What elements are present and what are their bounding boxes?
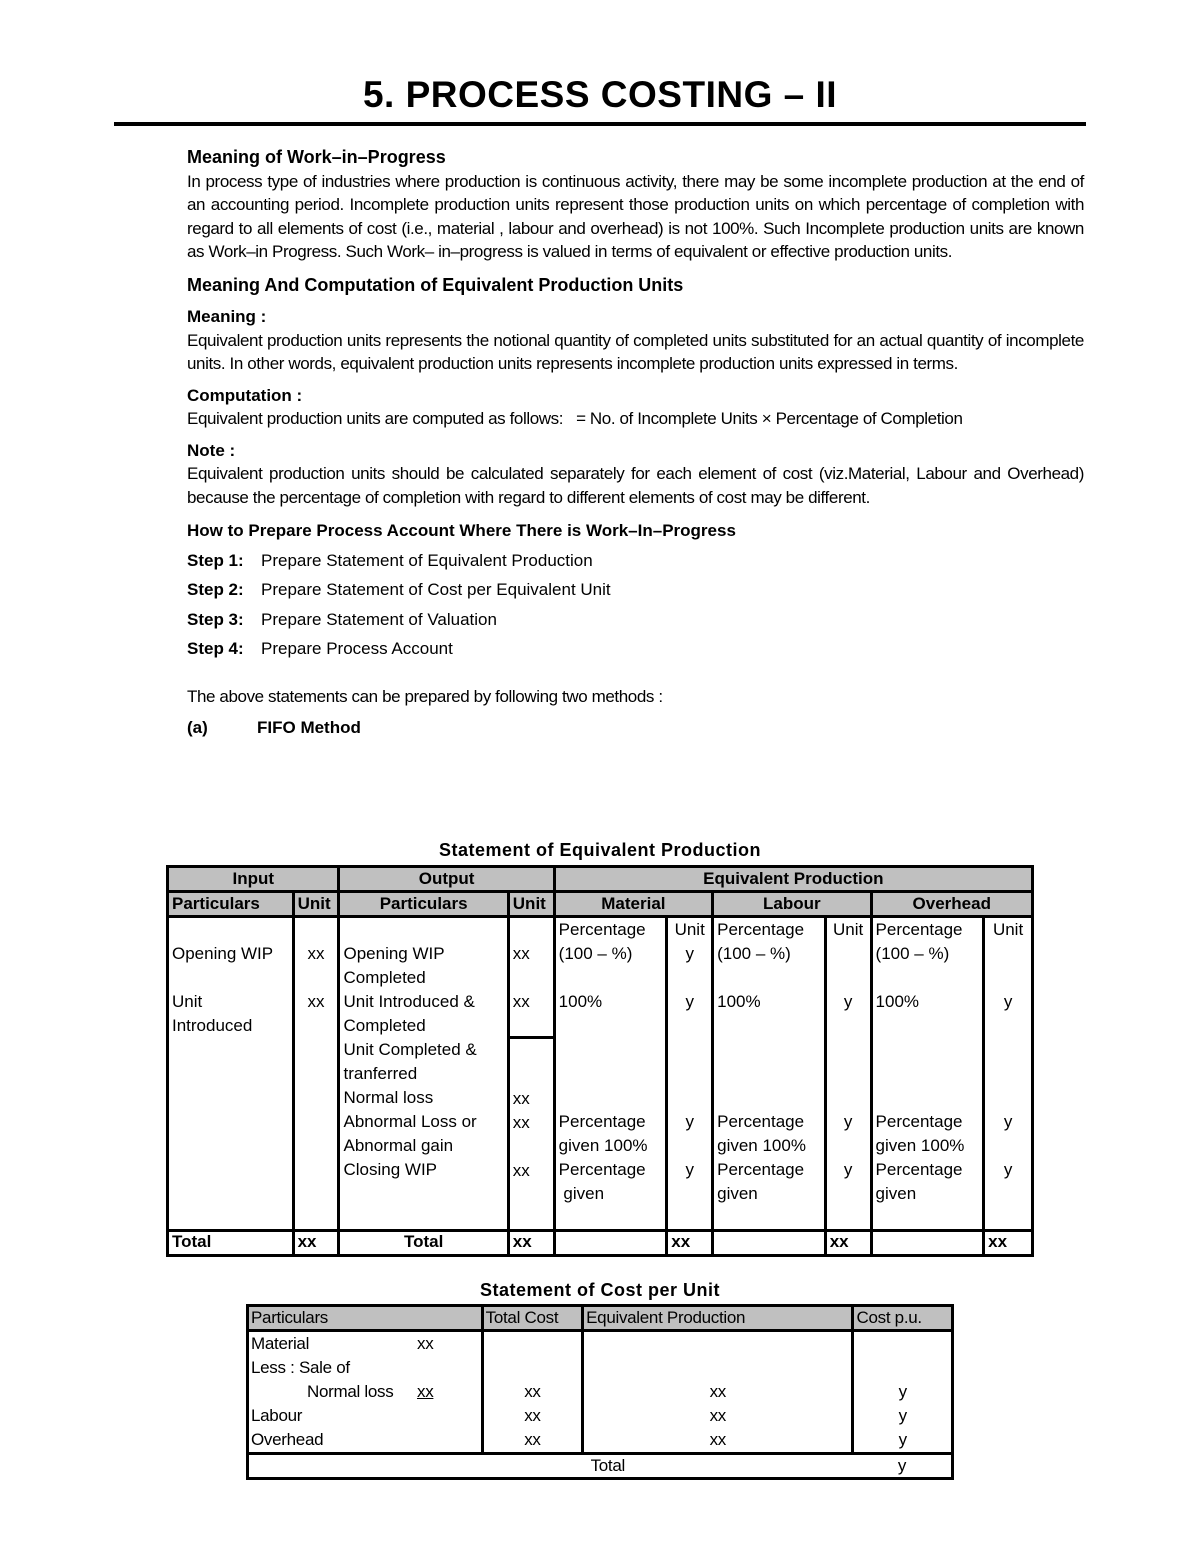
- header-material: Material: [554, 892, 712, 917]
- header-equivalent-production: Equivalent Production: [554, 867, 1032, 892]
- input-unit-introduced: Unit: [172, 992, 203, 1011]
- labour-introduced-unit: y: [843, 992, 853, 1011]
- material-gross-value: xx: [417, 1334, 434, 1353]
- total-input-unit: xx: [293, 1231, 339, 1256]
- labour-unit-label: Unit: [833, 920, 864, 939]
- labour-abnormal-line2: given 100%: [717, 1136, 806, 1155]
- material-cost-pu: y: [898, 1382, 907, 1401]
- input-particulars-cell: [168, 917, 294, 1231]
- totals-row: [168, 1231, 1033, 1256]
- output-introduced-completed: Unit Introduced &: [343, 992, 475, 1011]
- overhead-abnormal-unit: y: [1003, 1112, 1013, 1131]
- step-label: Step 3:: [187, 609, 244, 629]
- total-overhead-unit: xx: [984, 1231, 1033, 1256]
- output-abnormal-loss: Abnormal Loss or: [343, 1112, 477, 1131]
- overhead-equivalent: xx: [709, 1430, 726, 1449]
- note-paragraph: Equivalent production units should be calculated separately for each element of cost (viz.Material, Labour and Overhead) because the percentage of completion with regard to different elements of cost may be different.: [187, 464, 1084, 507]
- material-introduced: 100%: [558, 992, 603, 1011]
- input-opening-wip: Opening WIP: [172, 944, 274, 963]
- output-completed-transferred: Unit Completed &: [343, 1040, 477, 1059]
- labour-closing-line2: given: [717, 1184, 758, 1203]
- material-label: Material: [251, 1334, 310, 1353]
- method-a-name: FIFO Method: [257, 718, 361, 737]
- meaning-paragraph: Equivalent production units represents the notional quantity of completed units substituted for an actual quantity of incomplete units. In other words, equivalent production units represents incomplete production units expressed in terms.: [187, 330, 1084, 373]
- total-value: y: [853, 1454, 953, 1479]
- input-unit-cell: [293, 917, 339, 1231]
- step-label: Step 4:: [187, 639, 244, 658]
- overhead-total-cost: xx: [524, 1430, 541, 1449]
- output-abnormal-unit: xx: [512, 1113, 530, 1132]
- step-label: Step 2:: [187, 580, 244, 599]
- overhead-closing-line2: given: [875, 1184, 917, 1203]
- total-output-unit: xx: [508, 1231, 554, 1256]
- output-closing-wip: Closing WIP: [343, 1160, 438, 1179]
- step-item: [187, 608, 1084, 632]
- material-total-cost: xx: [524, 1382, 541, 1401]
- material-equivalent: xx: [709, 1382, 726, 1401]
- overhead-label: Overhead: [251, 1430, 324, 1449]
- output-closing-unit: xx: [512, 1161, 530, 1180]
- material-abnormal: Percentage: [558, 1112, 646, 1131]
- output-introduced-unit: xx: [512, 992, 530, 1011]
- header-output-unit: Unit: [508, 892, 554, 917]
- labour-label: Labour: [251, 1406, 303, 1425]
- output-opening-wip-line2: Completed: [343, 968, 426, 987]
- overhead-introduced-unit: y: [1003, 992, 1013, 1011]
- step-label: Step 1:: [187, 550, 244, 570]
- material-unit-cell: [667, 917, 713, 1231]
- methods-intro: The above statements can be prepared by following two methods :: [187, 686, 663, 706]
- material-closing-line2: given: [558, 1184, 605, 1203]
- material-unit-label: Unit: [674, 920, 705, 939]
- table-row: [248, 1331, 953, 1454]
- labour-total-cost: xx: [524, 1406, 541, 1425]
- note-label: Note :: [187, 440, 236, 460]
- body-content: [187, 146, 1084, 740]
- labour-unit-cell: [825, 917, 871, 1231]
- input-opening-unit: xx: [307, 944, 325, 963]
- normal-loss-value: xx: [417, 1382, 434, 1401]
- labour-opening-unit: [830, 942, 867, 966]
- header-cost-pu: Cost p.u.: [853, 1306, 953, 1331]
- input-introduced-unit: xx: [307, 992, 325, 1011]
- header-total-cost: Total Cost: [482, 1306, 582, 1331]
- output-unit-cell: [508, 917, 554, 1231]
- labour-abnormal: Percentage: [717, 1112, 805, 1131]
- header-output: Output: [339, 867, 554, 892]
- overhead-percentage-label: Percentage: [875, 920, 963, 939]
- output-particulars-cell: [339, 917, 508, 1231]
- overhead-unit-cell: [984, 917, 1033, 1231]
- equivalent-production-table: [166, 865, 1034, 1257]
- header-input-unit: Unit: [293, 892, 339, 917]
- labour-equivalent: xx: [709, 1406, 726, 1425]
- overhead-unit-label: Unit: [992, 920, 1024, 939]
- total-row: [248, 1454, 953, 1479]
- labour-cost-pu: y: [898, 1406, 907, 1425]
- eq-table-caption: Statement of Equivalent Production: [438, 840, 762, 860]
- step-item: [187, 549, 1084, 573]
- wip-paragraph: In process type of industries where production is continuous activity, there may be some incomplete production at the end of an accounting period. Incomplete production units represent those production units on which percentage of completion with regard to all elements of cost (i.e., material , labour and overhead) is not 100%. Such Incomplete production units are known as Work–in Progress. Such Work– in–progress is valued in terms of equivalent or effective production units.: [187, 171, 1084, 261]
- material-opening-unit: y: [685, 944, 694, 963]
- header-output-particulars: Particulars: [339, 892, 508, 917]
- step-item: [187, 637, 1084, 661]
- meaning-label: Meaning :: [187, 307, 267, 326]
- less-label: Less : Sale of: [251, 1358, 350, 1377]
- overhead-abnormal: Percentage: [875, 1112, 963, 1131]
- header-input-particulars: Particulars: [168, 892, 294, 917]
- cpu-table-caption: Statement of Cost per Unit: [479, 1280, 720, 1300]
- header-labour: Labour: [713, 892, 871, 917]
- step-text: Prepare Statement of Valuation: [261, 609, 497, 629]
- heading-equivalent-units: Meaning And Computation of Equivalent Production Units: [187, 274, 684, 295]
- output-normal-loss-unit: xx: [512, 1089, 530, 1108]
- labour-closing: Percentage: [717, 1160, 805, 1179]
- header-equivalent-production: Equivalent Production: [583, 1306, 853, 1331]
- output-normal-loss: Normal loss: [343, 1088, 434, 1107]
- page-title: 5. PROCESS COSTING – II: [362, 74, 838, 115]
- output-opening-unit: xx: [512, 944, 530, 963]
- material-opening: (100 – %): [558, 944, 633, 963]
- step-text: Prepare Statement of Equivalent Production: [261, 550, 593, 570]
- step-text: Prepare Process Account: [261, 639, 453, 658]
- table-body-row: [168, 917, 1033, 1231]
- header-overhead: Overhead: [871, 892, 1032, 917]
- material-percentage-cell: [554, 917, 667, 1231]
- cost-pu-cell: [853, 1331, 953, 1454]
- total-cost-cell: [482, 1331, 582, 1454]
- method-a: [187, 716, 1084, 740]
- total-input-label: Total: [168, 1231, 294, 1256]
- total-label: Total: [248, 1454, 853, 1479]
- material-closing-unit: y: [685, 1160, 694, 1179]
- overhead-opening-unit: [988, 942, 1028, 966]
- overhead-abnormal-line2: given 100%: [875, 1136, 965, 1155]
- method-a-label: (a): [187, 718, 208, 737]
- overhead-percentage-cell: [871, 917, 984, 1231]
- material-introduced-unit: y: [685, 992, 694, 1011]
- output-abnormal-gain: Abnormal gain: [343, 1136, 454, 1155]
- equivalent-production-cell: [583, 1331, 853, 1454]
- overhead-closing-unit: y: [1003, 1160, 1013, 1179]
- labour-abnormal-unit: y: [843, 1112, 853, 1131]
- material-closing: Percentage: [558, 1160, 646, 1179]
- title-divider: [114, 122, 1086, 126]
- header-input: Input: [168, 867, 339, 892]
- step-text: Prepare Statement of Cost per Equivalent Unit: [261, 580, 611, 599]
- labour-closing-unit: y: [843, 1160, 853, 1179]
- heading-wip: Meaning of Work–in–Progress: [187, 147, 446, 167]
- header-particulars: Particulars: [248, 1306, 483, 1331]
- overhead-closing: Percentage: [875, 1160, 963, 1179]
- input-unit-introduced-line2: Introduced: [172, 1016, 253, 1035]
- particulars-cell: [248, 1331, 483, 1454]
- cost-per-unit-table: [246, 1304, 954, 1480]
- material-abnormal-line2: given 100%: [558, 1136, 648, 1155]
- total-labour-unit: xx: [825, 1231, 871, 1256]
- overhead-introduced: 100%: [875, 992, 920, 1011]
- material-abnormal-unit: y: [685, 1112, 694, 1131]
- labour-introduced: 100%: [717, 992, 761, 1011]
- labour-percentage-cell: [713, 917, 826, 1231]
- heading-how-to: How to Prepare Process Account Where There is Work–In–Progress: [187, 521, 736, 540]
- computation-label: Computation :: [187, 385, 303, 405]
- normal-loss-label: Normal loss: [307, 1382, 394, 1401]
- output-completed-transferred-line2: tranferred: [343, 1064, 418, 1083]
- step-item: [187, 578, 1084, 602]
- output-opening-wip: Opening WIP: [343, 944, 445, 963]
- total-material-unit: xx: [667, 1231, 713, 1256]
- material-percentage-label: Percentage: [558, 920, 646, 939]
- overhead-opening: (100 – %): [875, 944, 950, 963]
- overhead-cost-pu: y: [898, 1430, 907, 1449]
- output-introduced-completed-line2: Completed: [343, 1016, 426, 1035]
- total-output-label: Total: [339, 1231, 508, 1256]
- labour-percentage-label: Percentage: [717, 920, 805, 939]
- labour-opening: (100 – %): [717, 944, 791, 963]
- computation-paragraph: Equivalent production units are computed as follows: = No. of Incomplete Units × Percentage of Completion: [187, 409, 963, 428]
